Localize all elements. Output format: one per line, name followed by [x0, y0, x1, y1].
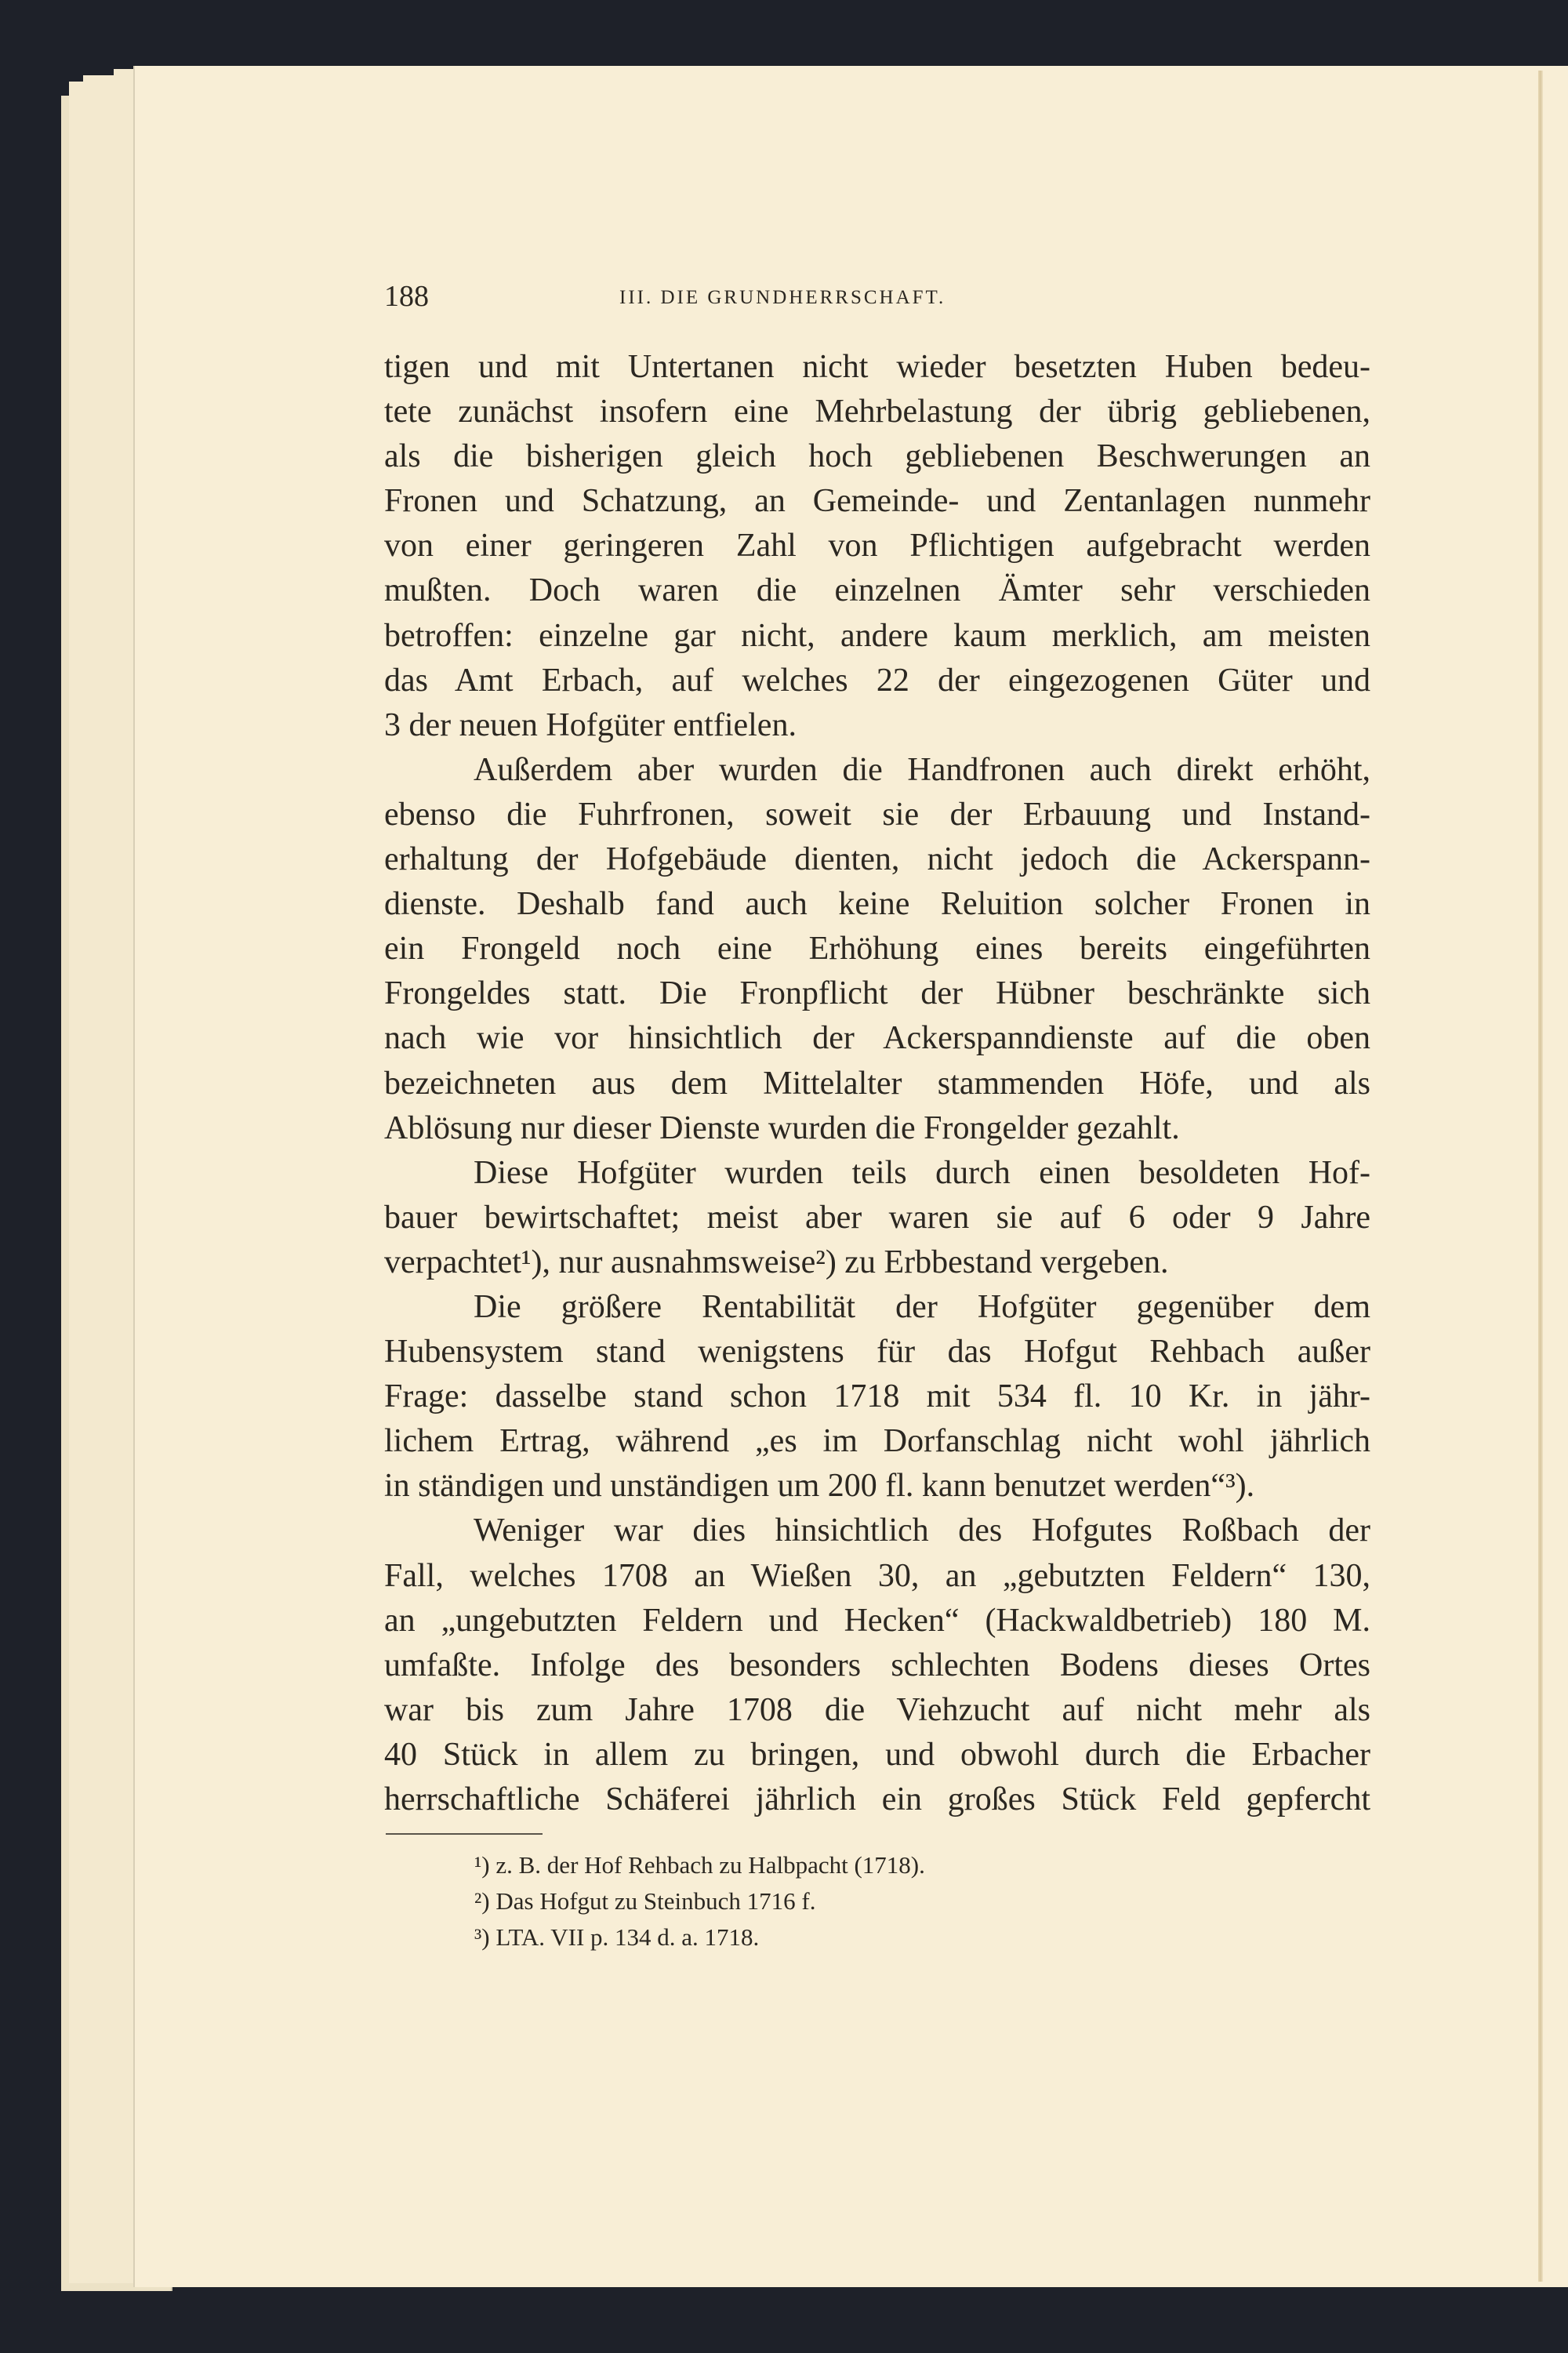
- text-line: mußten. Doch waren die einzelnen Ämter sehr verschieden: [384, 572, 1370, 609]
- text-line: als die bisherigen gleich hoch gebliebenen Beschwerungen an: [384, 438, 1370, 475]
- text-line: 3 der neuen Hofgüter entfielen.: [384, 706, 797, 743]
- text-line: herrschaftliche Schäferei jährlich ein großes Stück Feld gepfercht: [384, 1781, 1370, 1817]
- text-line: Diese Hofgüter wurden teils durch einen besoldeten Hof-: [474, 1154, 1370, 1191]
- text-line: in ständigen und unständigen um 200 fl. kann benutzet werden“³).: [384, 1468, 1255, 1505]
- paragraph: [384, 1509, 1370, 1822]
- paragraph: [384, 1285, 1370, 1509]
- footnote-rule: [386, 1833, 543, 1835]
- text-line: tigen und mit Untertanen nicht wieder besetzten Huben bedeu-: [384, 349, 1370, 385]
- text-line: Fronen und Schatzung, an Gemeinde- und Zentanlagen nunmehr: [384, 483, 1370, 520]
- text-line: ebenso die Fuhrfronen, soweit sie der Erbauung und Instand-: [384, 796, 1370, 833]
- text-line: betroffen: einzelne gar nicht, andere kaum merklich, am meisten: [384, 617, 1370, 654]
- text-line: 40 Stück in allem zu bringen, und obwohl durch die Erbacher: [384, 1736, 1370, 1773]
- text-line: Weniger war dies hinsichtlich des Hofgutes Roßbach der: [474, 1512, 1370, 1549]
- text-line: verpachtet¹), nur ausnahmsweise²) zu Erbbestand vergeben.: [384, 1244, 1169, 1280]
- text-line: lichem Ertrag, während „es im Dorfanschlag nicht wohl jährlich: [384, 1423, 1370, 1460]
- footnote: ¹) z. B. der Hof Rehbach zu Halbpacht (1718).: [474, 1851, 925, 1879]
- text-line: war bis zum Jahre 1708 die Viehzucht auf nicht mehr als: [384, 1691, 1370, 1728]
- text-line: umfaßte. Infolge des besonders schlechten Bodens dieses Ortes: [384, 1647, 1370, 1683]
- text-line: Außerdem aber wurden die Handfronen auch direkt erhöht,: [474, 751, 1370, 788]
- text-line: Frongeldes statt. Die Fronpflicht der Hübner beschränkte sich: [384, 975, 1370, 1012]
- text-line: das Amt Erbach, auf welches 22 der eingezogenen Güter und: [384, 662, 1370, 699]
- paragraph: [384, 1151, 1370, 1285]
- footnote: ²) Das Hofgut zu Steinbuch 1716 f.: [474, 1887, 816, 1915]
- text-line: Fall, welches 1708 an Wießen 30, an „gebutzten Feldern“ 130,: [384, 1557, 1370, 1594]
- footnotes: [474, 1847, 925, 1955]
- page-number: 188: [384, 280, 429, 313]
- text-line: von einer geringeren Zahl von Pflichtigen aufgebracht werden: [384, 528, 1370, 565]
- paragraph: [384, 345, 1370, 748]
- text-line: bezeichneten aus dem Mittelalter stammenden Höfe, und als: [384, 1065, 1370, 1102]
- footnote: ³) LTA. VII p. 134 d. a. 1718.: [474, 1923, 760, 1951]
- body-text: [384, 345, 1370, 1822]
- text-line: nach wie vor hinsichtlich der Ackerspanndienste auf die oben: [384, 1020, 1370, 1057]
- running-title: III. DIE GRUNDHERRSCHAFT.: [619, 287, 946, 308]
- text-line: Die größere Rentabilität der Hofgüter gegenüber dem: [474, 1288, 1370, 1325]
- text-line: Frage: dasselbe stand schon 1718 mit 534 fl. 10 Kr. in jähr-: [384, 1378, 1370, 1415]
- text-line: Hubensystem stand wenigstens für das Hofgut Rehbach außer: [384, 1334, 1370, 1371]
- text-line: tete zunächst insofern eine Mehrbelastung der übrig gebliebenen,: [384, 394, 1370, 430]
- paragraph: [384, 748, 1370, 1151]
- page-fold: [1538, 71, 1543, 2282]
- text-line: dienste. Deshalb fand auch keine Reluition solcher Fronen in: [384, 886, 1370, 923]
- text-line: Ablösung nur dieser Dienste wurden die Frongelder gezahlt.: [384, 1109, 1180, 1146]
- text-line: bauer bewirtschaftet; meist aber waren sie auf 6 oder 9 Jahre: [384, 1199, 1370, 1236]
- text-line: ein Frongeld noch eine Erhöhung eines bereits eingeführten: [384, 931, 1370, 968]
- text-line: erhaltung der Hofgebäude dienten, nicht jedoch die Ackerspann-: [384, 841, 1370, 878]
- text-line: an „ungebutzten Feldern und Hecken“ (Hackwaldbetrieb) 180 M.: [384, 1602, 1370, 1639]
